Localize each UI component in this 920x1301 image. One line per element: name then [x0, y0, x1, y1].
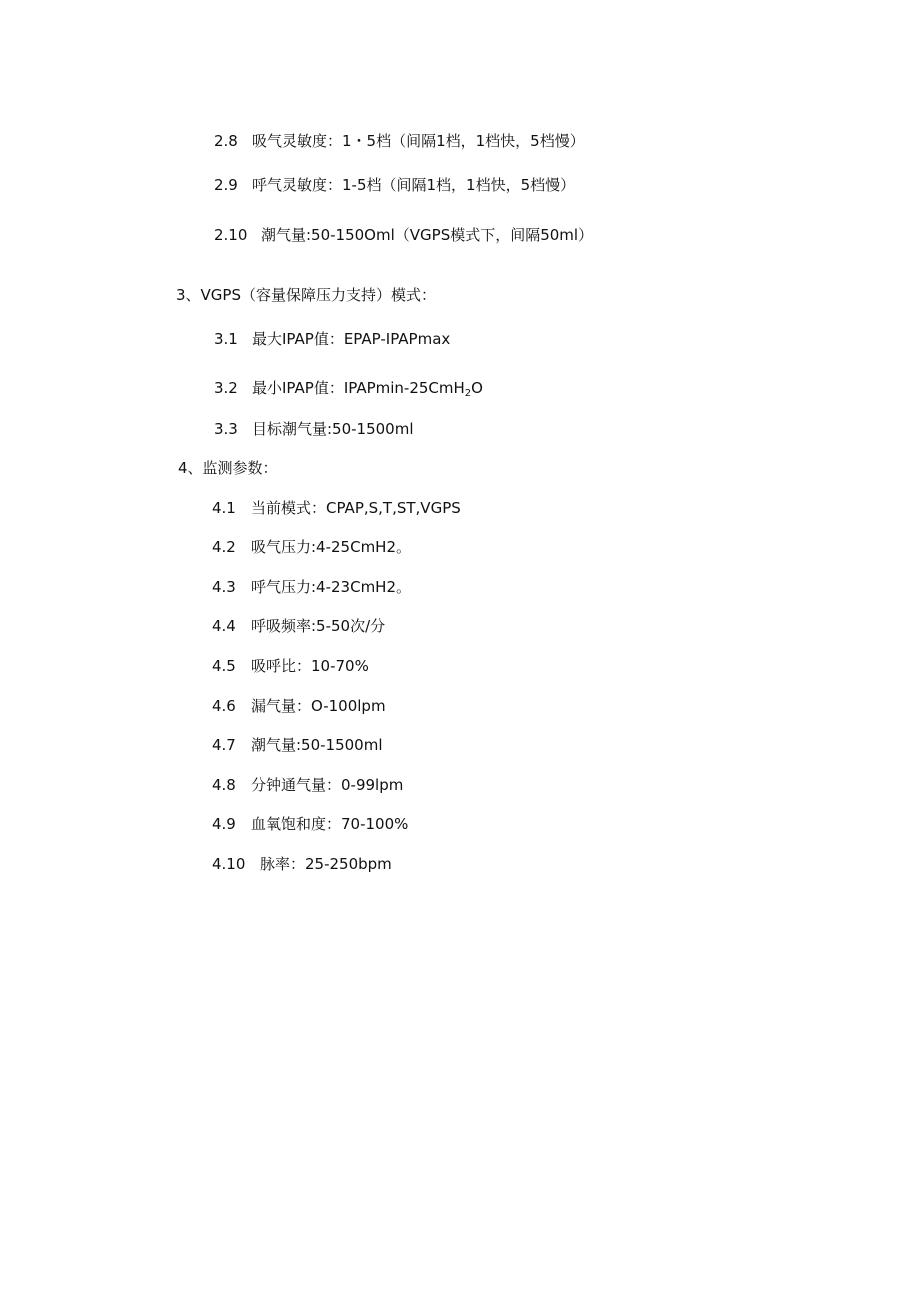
item-number: 4.7 — [212, 736, 236, 754]
list-item — [212, 537, 411, 557]
item-number: 3.2 — [214, 379, 238, 397]
item-text: 血氧饱和度：70-100% — [251, 815, 409, 833]
item-text-main: 最小IPAP值：IPAPmin-25CmH — [252, 379, 465, 397]
item-text-tail: O — [471, 379, 483, 397]
list-item — [212, 616, 385, 636]
list-item — [212, 814, 408, 834]
item-text: 脉率：25-250bpm — [260, 855, 392, 873]
item-number: 4.3 — [212, 578, 236, 596]
item-number: 4.2 — [212, 538, 236, 556]
item-number: 2.8 — [214, 132, 238, 150]
item-text: 潮气量:50-1500ml — [251, 736, 383, 754]
list-item — [212, 577, 411, 597]
item-text: 吸呼比：10-70% — [251, 657, 369, 675]
list-item — [212, 775, 403, 795]
item-text: 呼气压力:4-23CmH2。 — [251, 578, 412, 596]
item-number: 4.8 — [212, 776, 236, 794]
item-text: 吸气压力:4-25CmH2。 — [251, 538, 412, 556]
section-heading: 3、VGPS（容量保障压力支持）模式： — [176, 286, 436, 304]
list-item — [214, 329, 450, 349]
item-text: 分钟通气量：0-99lpm — [251, 776, 404, 794]
subscript: 2 — [464, 388, 472, 399]
item-text: 呼气灵敏度：1-5档（间隔1档，1档快，5档慢） — [252, 176, 576, 194]
list-item — [212, 498, 461, 518]
list-item — [214, 175, 575, 195]
item-text: 呼吸频率:5-50次/分 — [251, 617, 386, 635]
item-number: 4.5 — [212, 657, 236, 675]
section-heading: 4、监测参数： — [178, 459, 278, 477]
item-number: 4.10 — [212, 855, 246, 873]
item-number: 2.9 — [214, 176, 238, 194]
item-text: 当前模式：CPAP,S,T,ST,VGPS — [251, 499, 461, 517]
list-item — [212, 656, 369, 676]
item-number: 3.1 — [214, 330, 238, 348]
list-item — [212, 735, 383, 755]
item-number: 4.4 — [212, 617, 236, 635]
item-number: 2.10 — [214, 226, 248, 244]
list-item — [212, 696, 386, 716]
item-number: 3.3 — [214, 420, 238, 438]
list-item — [214, 131, 585, 151]
item-text: 最大IPAP值：EPAP-IPAPmax — [252, 330, 451, 348]
item-number: 4.9 — [212, 815, 236, 833]
list-item — [214, 225, 593, 245]
item-text: 漏气量：O-100lpm — [251, 697, 386, 715]
list-item — [212, 854, 392, 874]
list-item — [214, 419, 414, 439]
item-text: 潮气量:50-150Oml（VGPS模式下，间隔50ml） — [261, 226, 594, 244]
item-number: 4.1 — [212, 499, 236, 517]
list-item — [214, 378, 483, 404]
item-text: 吸气灵敏度：1・5档（间隔1档，1档快，5档慢） — [252, 132, 585, 150]
item-text: 目标潮气量:50-1500ml — [252, 420, 414, 438]
item-number: 4.6 — [212, 697, 236, 715]
